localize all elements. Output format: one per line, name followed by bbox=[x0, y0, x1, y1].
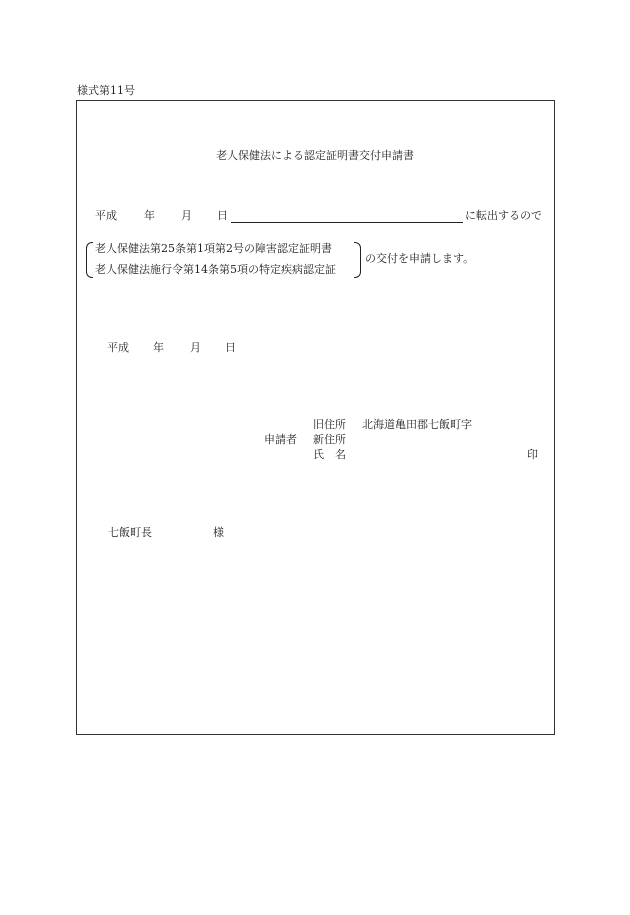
destination-field[interactable] bbox=[231, 222, 463, 223]
left-brace bbox=[86, 242, 93, 278]
form-number: 様式第11号 bbox=[77, 84, 135, 97]
application-date-row bbox=[107, 341, 307, 355]
transfer-month-unit: 月 bbox=[181, 209, 192, 222]
new-address-label: 新住所 bbox=[313, 433, 346, 446]
addressee-honorific: 様 bbox=[213, 526, 224, 539]
right-brace bbox=[354, 242, 361, 278]
old-address-label: 旧住所 bbox=[313, 418, 346, 431]
applicant-label: 申請者 bbox=[264, 433, 297, 446]
seal-mark: 印 bbox=[527, 448, 538, 461]
transfer-suffix: に転出するので bbox=[465, 209, 542, 222]
certificate-option-disability[interactable]: 老人保健法第25条第1項第2号の障害認定証明書 bbox=[95, 242, 332, 255]
application-era: 平成 bbox=[107, 341, 129, 354]
transfer-day-unit: 日 bbox=[217, 209, 228, 222]
certificate-suffix: の交付を申請します。 bbox=[365, 252, 475, 265]
application-day-unit: 日 bbox=[225, 341, 236, 354]
form-title: 老人保健法による認定証明書交付申請書 bbox=[216, 149, 414, 162]
name-label: 氏 名 bbox=[313, 448, 346, 461]
old-address-field[interactable]: 北海道亀田郡七飯町字 bbox=[362, 418, 472, 431]
addressee-name: 七飯町長 bbox=[108, 526, 152, 539]
transfer-era: 平成 bbox=[95, 209, 117, 222]
transfer-date-row bbox=[95, 209, 555, 223]
application-month-unit: 月 bbox=[190, 341, 201, 354]
application-year-unit: 年 bbox=[153, 341, 164, 354]
certificate-option-specific-disease[interactable]: 老人保健法施行令第14条第5項の特定疾病認定証 bbox=[95, 263, 336, 276]
transfer-year-unit: 年 bbox=[144, 209, 155, 222]
certificate-options bbox=[86, 242, 506, 278]
